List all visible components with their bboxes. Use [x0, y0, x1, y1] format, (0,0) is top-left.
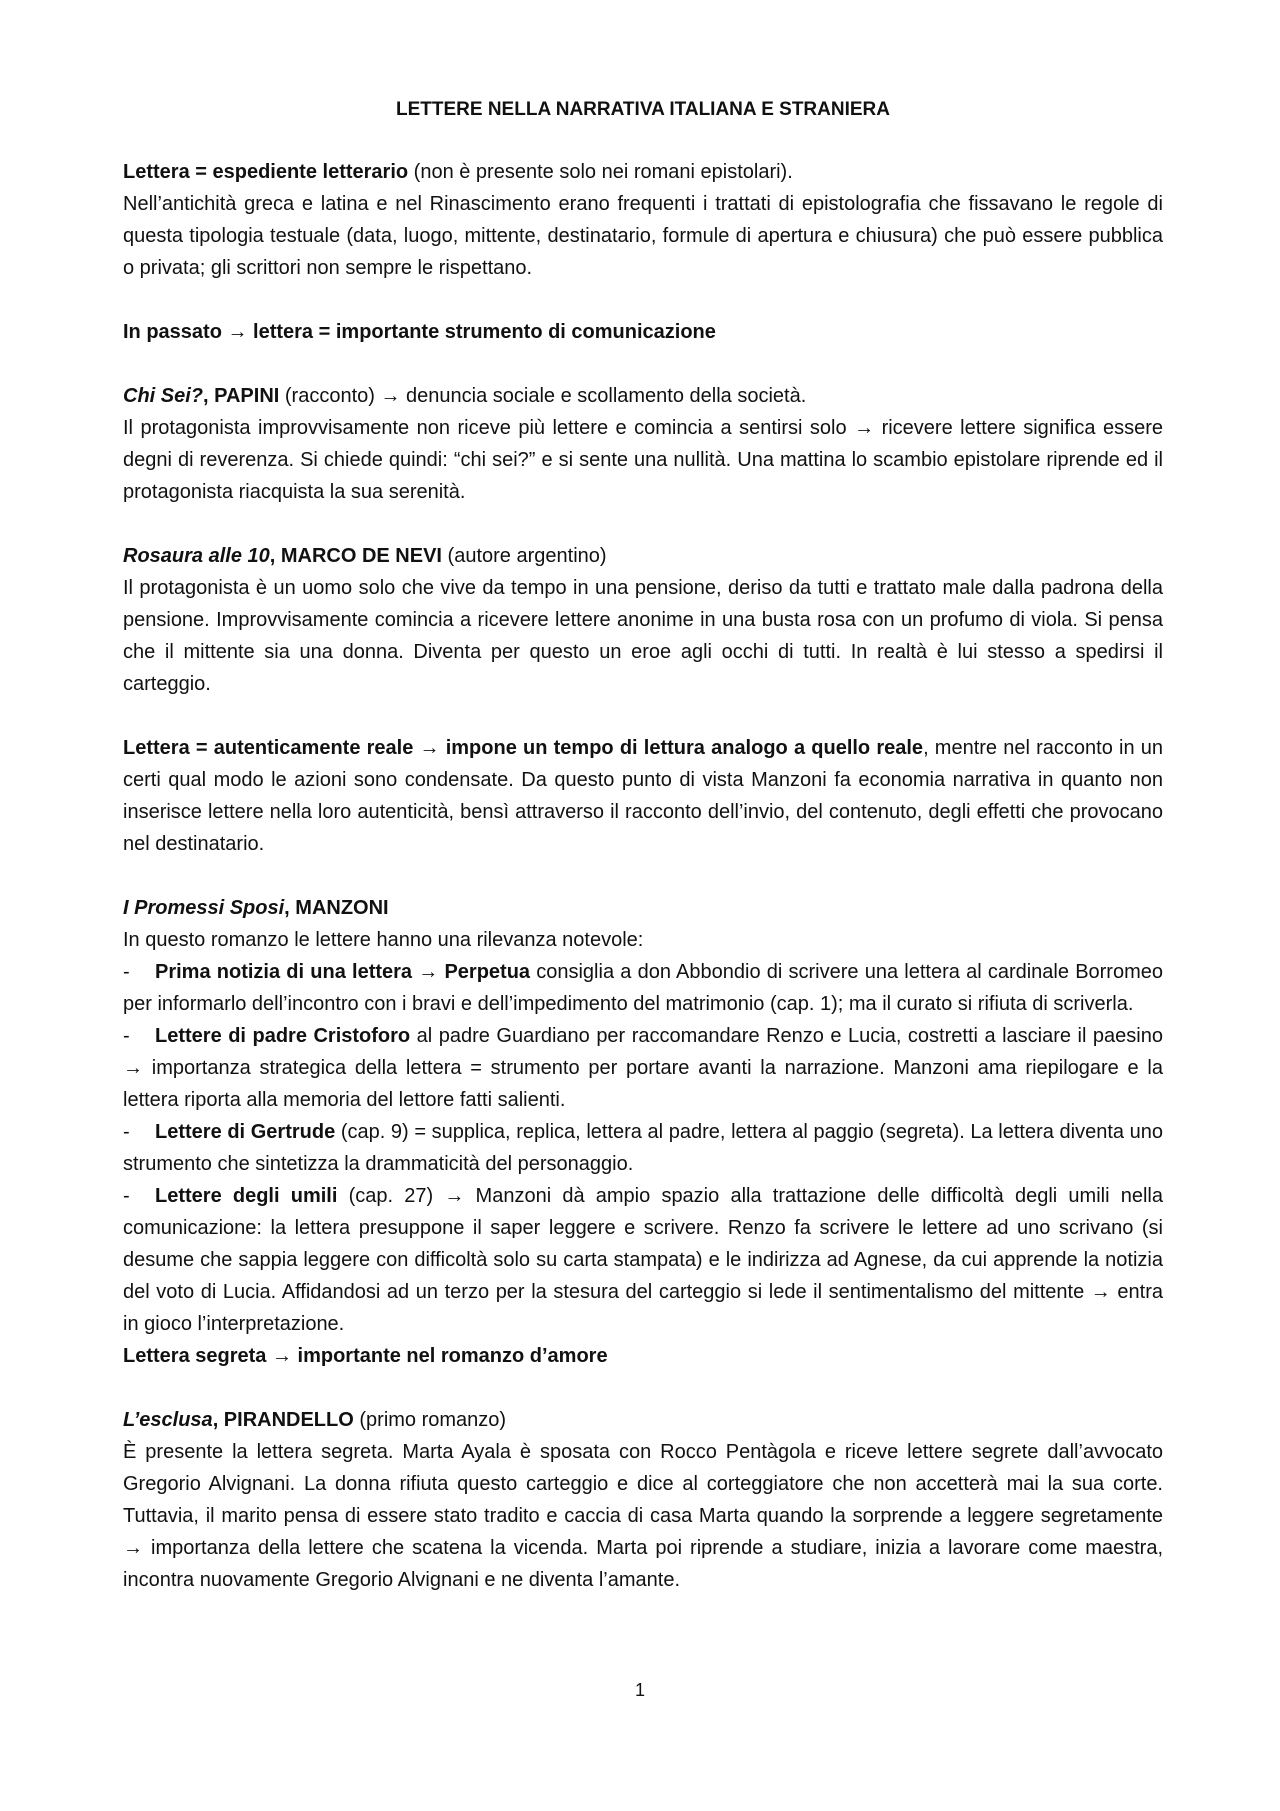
text-run: consiglia a don Abbondio di scrivere una lettera al cardinale Borromeo per informarlo dell’incontro con i bravi e dell’impedimento del matrimonio (cap. 1); ma il curato si rifiuta di scriverla. — [123, 961, 1164, 1015]
paragraph — [123, 540, 1163, 572]
text-run: (non è presente solo nei romani epistolari). — [408, 161, 793, 183]
paragraph — [123, 1340, 1163, 1372]
bold-text: , MANZONI — [284, 897, 389, 919]
text-run: Il protagonista è un uomo solo che vive da tempo in una pensione, deriso da tutti e trattato male dalla padrona della pensione. Improvvisamente comincia a ricevere lettere anonime in una busta rosa con un profumo di viola. Si pensa che il mittente sia una donna. Diventa per questo un eroe agli occhi di tutti. In realtà è lui stesso a spedirsi il carteggio. — [123, 577, 1163, 695]
paragraph — [123, 572, 1163, 700]
paragraph — [123, 380, 1163, 412]
bold-text: Prima notizia di una lettera → Perpetua — [155, 961, 531, 983]
paragraph — [123, 188, 1163, 284]
bold-text: I Promessi Sposi — [123, 897, 285, 919]
paragraph-spacer — [123, 508, 1163, 540]
text-run: È presente la lettera segreta. Marta Ayala è sposata con Rocco Pentàgola e riceve lettere segrete dall’avvocato Gregorio Alvignani. La donna rifiuta questo carteggio e dice al corteggiatore che non accetterà mai la sua corte. Tuttavia, il marito pensa di essere stato tradito e caccia di casa Marta quando la sorprende a leggere segretamente → importanza della lettere che scatena la vicenda. Marta poi riprende a studiare, inizia a lavorare come maestra, incontra nuovamente Gregorio Alvignani e ne diventa l’amante. — [123, 1441, 1163, 1591]
text-run: (racconto) → denuncia sociale e scollamento della società. — [279, 385, 807, 407]
bold-text: Lettere degli umili — [155, 1185, 338, 1207]
paragraph — [123, 316, 1163, 348]
paragraph-spacer — [123, 1372, 1163, 1404]
text-run: Il protagonista improvvisamente non riceve più lettere e comincia a sentirsi solo → ricevere lettere significa essere degni di reverenza. Si chiede quindi: “chi sei?” e si sente una nullità. Una mattina lo scambio epistolare riprende ed il protagonista riacquista la sua serenità. — [123, 417, 1163, 503]
text-run: (autore argentino) — [442, 545, 607, 567]
paragraph — [123, 732, 1163, 860]
page-number: 1 — [634, 1680, 645, 1700]
text-run: (cap. 27) → Manzoni dà ampio spazio alla trattazione delle difficoltà degli umili nella comunicazione: la lettera presuppone il saper leggere e scrivere. Renzo fa scrivere le lettere ad uno scrivano (si desume che sappia leggere con difficoltà solo su carta stampata) e le indirizza ad Agnese, da cui apprende la notizia del voto di Lucia. Affidandosi ad un terzo per la stesura del carteggio si lede il sentimentalismo del mittente → entra in gioco l’interpretazione. — [123, 1185, 1163, 1335]
paragraph — [123, 892, 1163, 924]
document-body — [123, 94, 1163, 1596]
bold-text: Lettere di padre Cristoforo — [155, 1025, 411, 1047]
text-run: (cap. 9) = supplica, replica, lettera al padre, lettera al paggio (segreta). La lettera diventa uno strumento che sintetizza la drammaticità del personaggio. — [123, 1121, 1164, 1175]
text-run: al padre Guardiano per raccomandare Renzo e Lucia, costretti a lasciare il paesino → importanza strategica della lettera = strumento per portare avanti la narrazione. Manzoni ama riepilogare e la lettera riporta alla memoria del lettore fatti salienti. — [123, 1025, 1163, 1111]
paragraph-spacer — [123, 860, 1163, 892]
document-title: LETTERE NELLA NARRATIVA ITALIANA E STRANIERA — [396, 99, 890, 120]
list-item — [123, 1180, 1163, 1340]
list-item — [123, 1020, 1163, 1116]
bold-text: Lettere di Gertrude — [155, 1121, 336, 1143]
text-run: , mentre nel racconto in un certi qual modo le azioni sono condensate. Da questo punto di vista Manzoni fa economia narrativa in quanto non inserisce lettere nella loro autenticità, bensì attraverso il racconto dell’invio, del contenuto, degli effetti che provocano nel destinatario. — [123, 737, 1164, 855]
bold-text: Lettera = espediente letterario — [123, 161, 409, 183]
paragraph — [123, 1404, 1163, 1436]
paragraph — [123, 412, 1163, 508]
text-run: - — [123, 961, 130, 983]
bold-text: L’esclusa — [123, 1409, 213, 1431]
list-item — [123, 956, 1163, 1020]
bold-text: , PAPINI — [203, 385, 280, 407]
list-item — [123, 1116, 1163, 1180]
text-run: Nell’antichità greca e latina e nel Rinascimento erano frequenti i trattati di epistolografia che fissavano le regole di questa tipologia testuale (data, luogo, mittente, destinatario, formule di apertura e chiusura) che può essere pubblica o privata; gli scrittori non sempre le rispettano. — [123, 193, 1163, 279]
document-content — [123, 156, 1163, 1596]
bold-text: Rosaura alle 10 — [123, 545, 270, 567]
bold-text: In passato → lettera = importante strumento di comunicazione — [123, 321, 716, 343]
paragraph — [123, 1436, 1163, 1596]
paragraph-spacer — [123, 284, 1163, 316]
bold-text: Lettera = autenticamente reale → impone un tempo di lettura analogo a quello reale — [123, 737, 924, 759]
text-run: (primo romanzo) — [353, 1409, 507, 1431]
text-run: - — [123, 1121, 130, 1143]
bold-text: Lettera segreta → importante nel romanzo d’amore — [123, 1345, 608, 1367]
paragraph-spacer — [123, 348, 1163, 380]
text-run: - — [123, 1185, 130, 1207]
bold-text: Chi Sei? — [123, 385, 204, 407]
paragraph — [123, 924, 1163, 956]
bold-text: , MARCO DE NEVI — [269, 545, 442, 567]
bold-text: , PIRANDELLO — [212, 1409, 354, 1431]
text-run: In questo romanzo le lettere hanno una rilevanza notevole: — [123, 929, 644, 951]
text-run: - — [123, 1025, 130, 1047]
paragraph-spacer — [123, 700, 1163, 732]
paragraph — [123, 156, 1163, 188]
